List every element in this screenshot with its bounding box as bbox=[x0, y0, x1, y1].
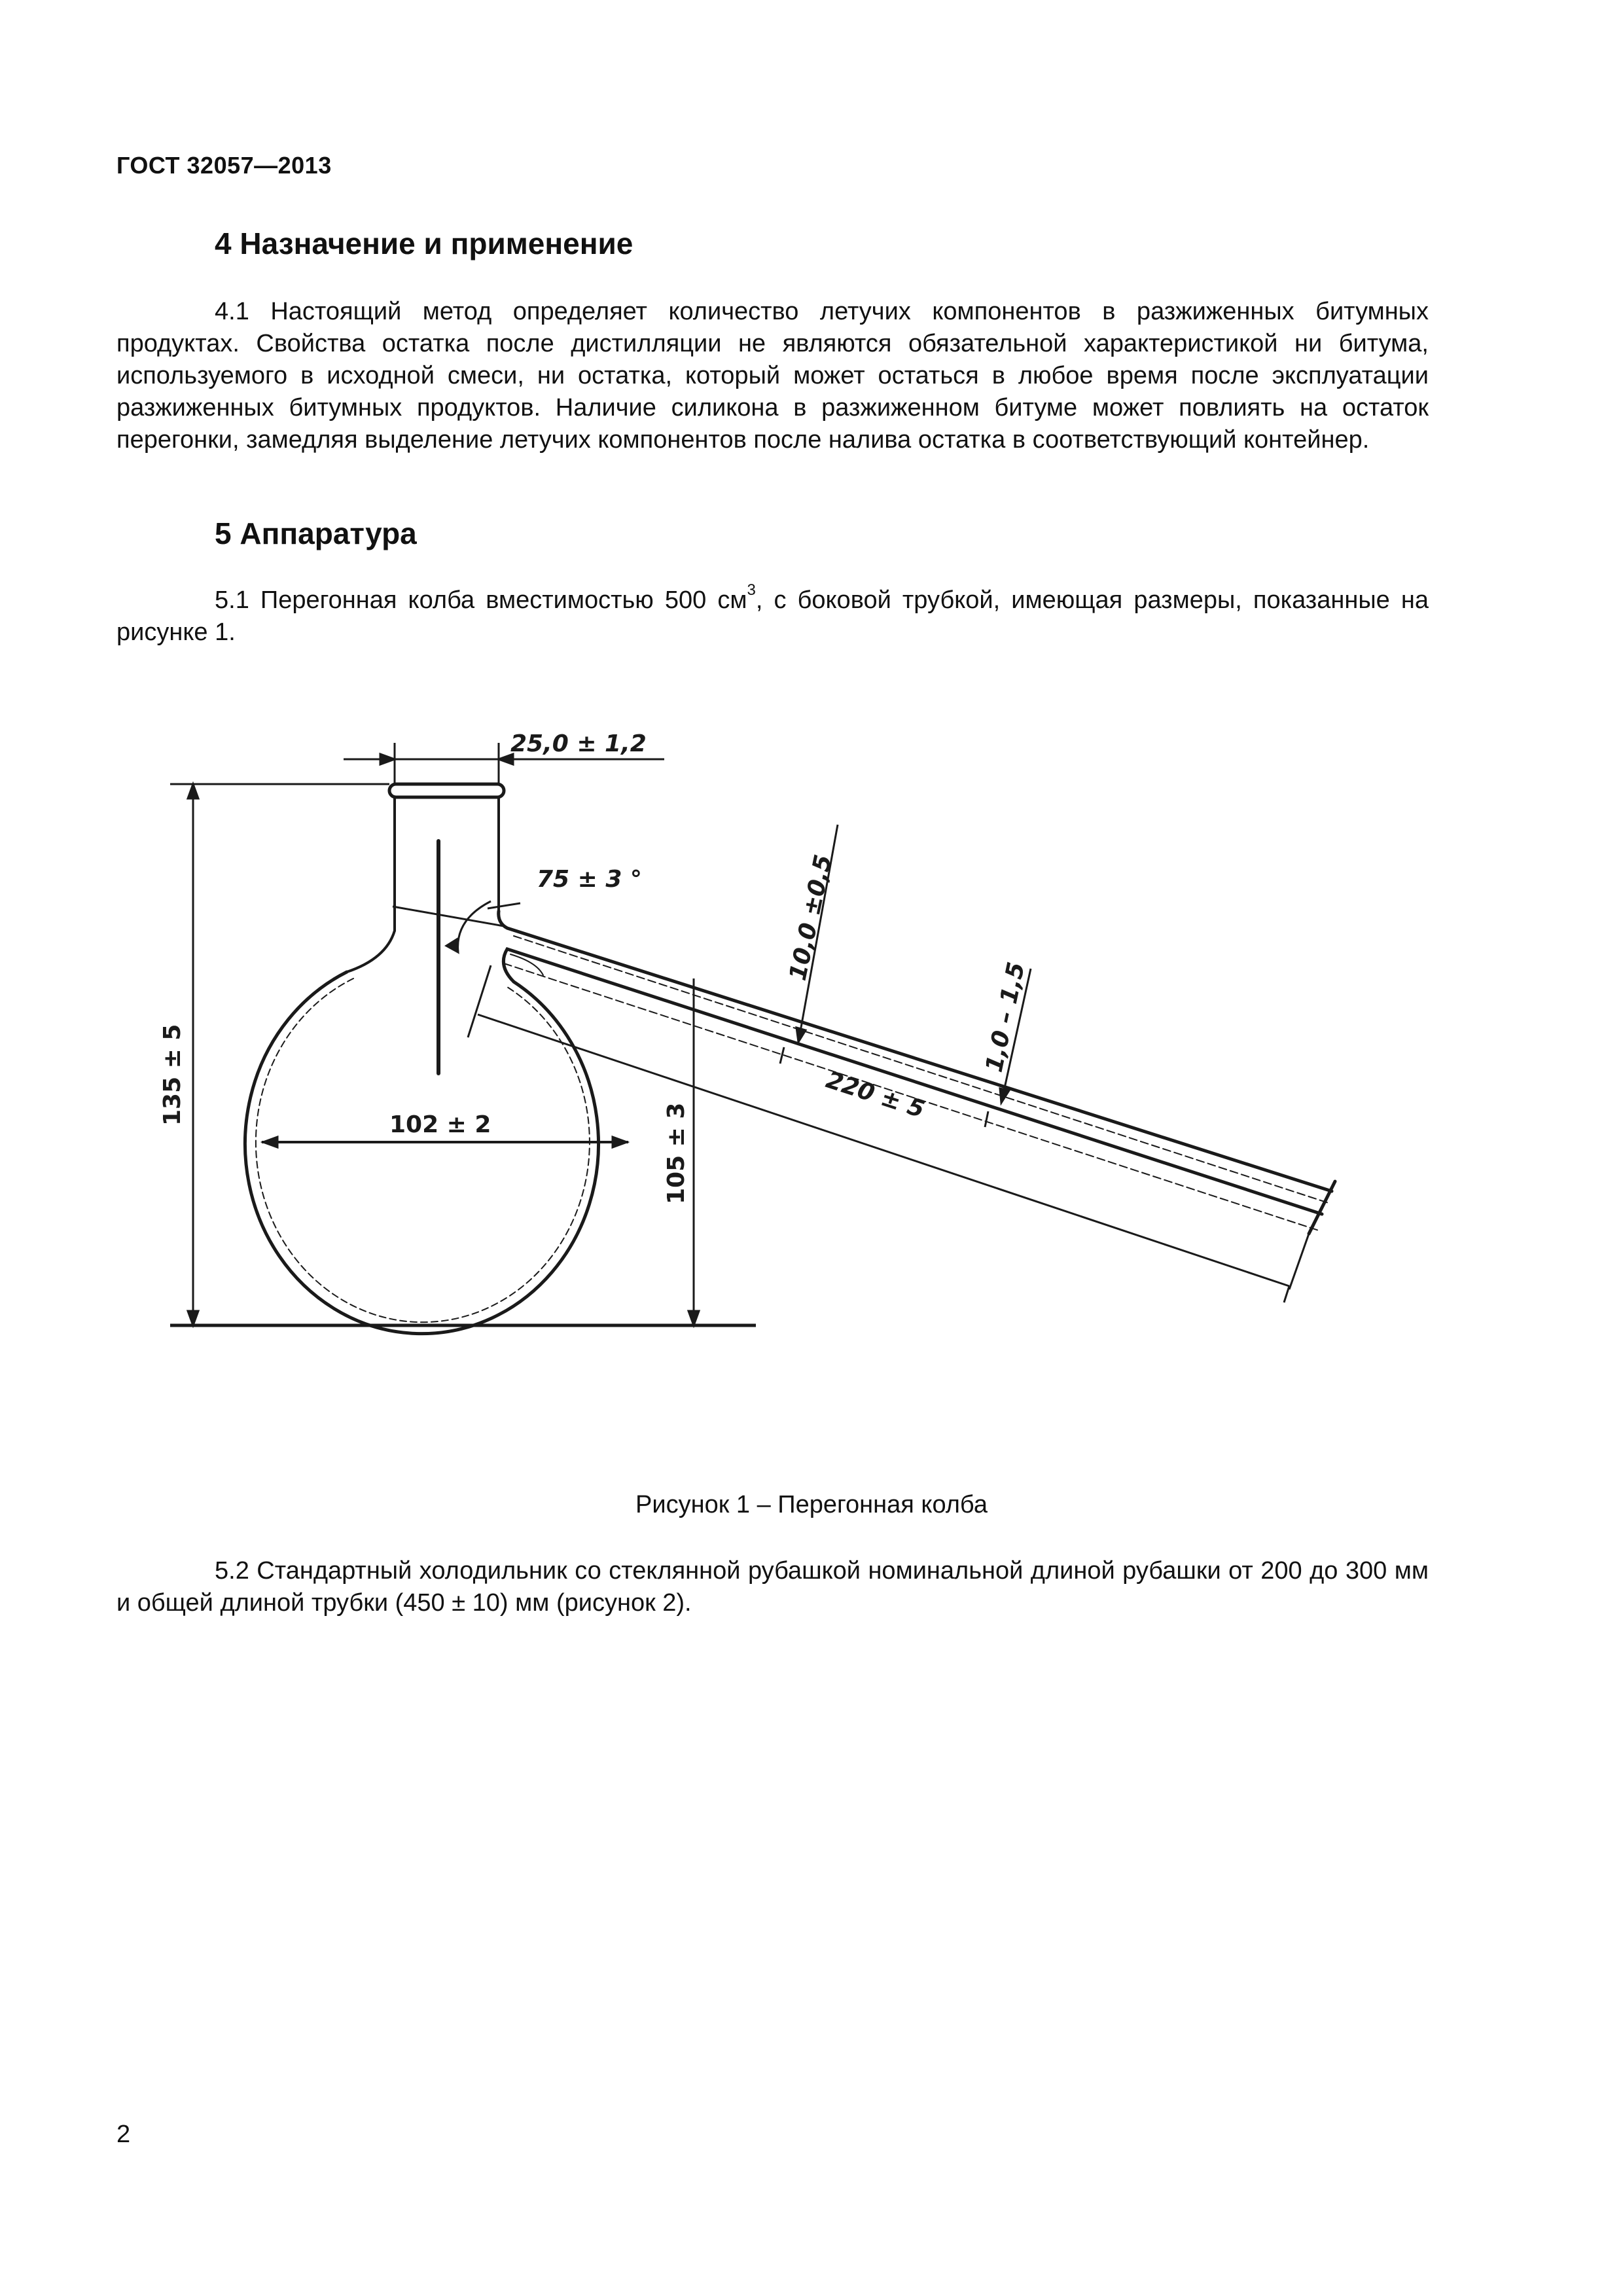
dim-total-height: 135 ± 5 bbox=[159, 1024, 186, 1126]
paragraph-4-1: 4.1 Настоящий метод определяет количество летучих компонентов в разжиженных битумных продуктах. Свойства остатка после дистилляции не являются обязательной характеристикой ни битума, используемого в исходной смеси, ни остатка, который может остаться в любое время после эксплуатации разжиженных битумных продуктов. Наличие силикона в разжиженном битуме может повлиять на остаток перегонки, замедляя выделение летучих компонентов после налива остатка в соответствующий контейнер. bbox=[116, 298, 1429, 454]
dim-tube-diameter: 10,0 ±0,5 bbox=[784, 852, 838, 983]
figure-1-caption: Рисунок 1 – Перегонная колба bbox=[635, 1491, 988, 1518]
dim-tube-height: 105 ± 3 bbox=[663, 1102, 690, 1204]
section-4-title: 4 Назначение и применение bbox=[215, 226, 633, 260]
paragraph-5-1-text: 5.1 Перегонная колба вместимостью 500 см bbox=[215, 586, 747, 614]
dimension-lines bbox=[170, 743, 1309, 1325]
superscript-3: 3 bbox=[747, 581, 756, 599]
dim-wall-thickness: 1,0 – 1,5 bbox=[980, 960, 1031, 1075]
flask-drawing bbox=[245, 784, 1335, 1334]
paragraph-5-1 bbox=[116, 581, 1429, 649]
paragraph-5-2: 5.2 Стандартный холодильник со стеклянной рубашкой номинальной длиной рубашки от 200 до 300 мм и общей длиной трубки (450 ± 10) мм (рисунок 2). bbox=[116, 1557, 1429, 1617]
section-5-title: 5 Аппаратура bbox=[215, 516, 417, 550]
dim-neck-width: 25,0 ± 1,2 bbox=[510, 730, 647, 757]
figure-1-distillation-flask bbox=[151, 707, 1394, 1374]
paragraph-5-1-text-end: , с боковой трубкой, имеющая размеры, показанные на рисунке 1. bbox=[116, 586, 1429, 646]
dim-angle: 75 ± 3 ° bbox=[537, 866, 642, 893]
dim-bulb-diameter: 102 ± 2 bbox=[389, 1111, 491, 1138]
dim-tube-length: 220 ± 5 bbox=[823, 1066, 928, 1124]
document-code: ГОСТ 32057—2013 bbox=[116, 152, 332, 179]
page-number: 2 bbox=[116, 2121, 131, 2148]
